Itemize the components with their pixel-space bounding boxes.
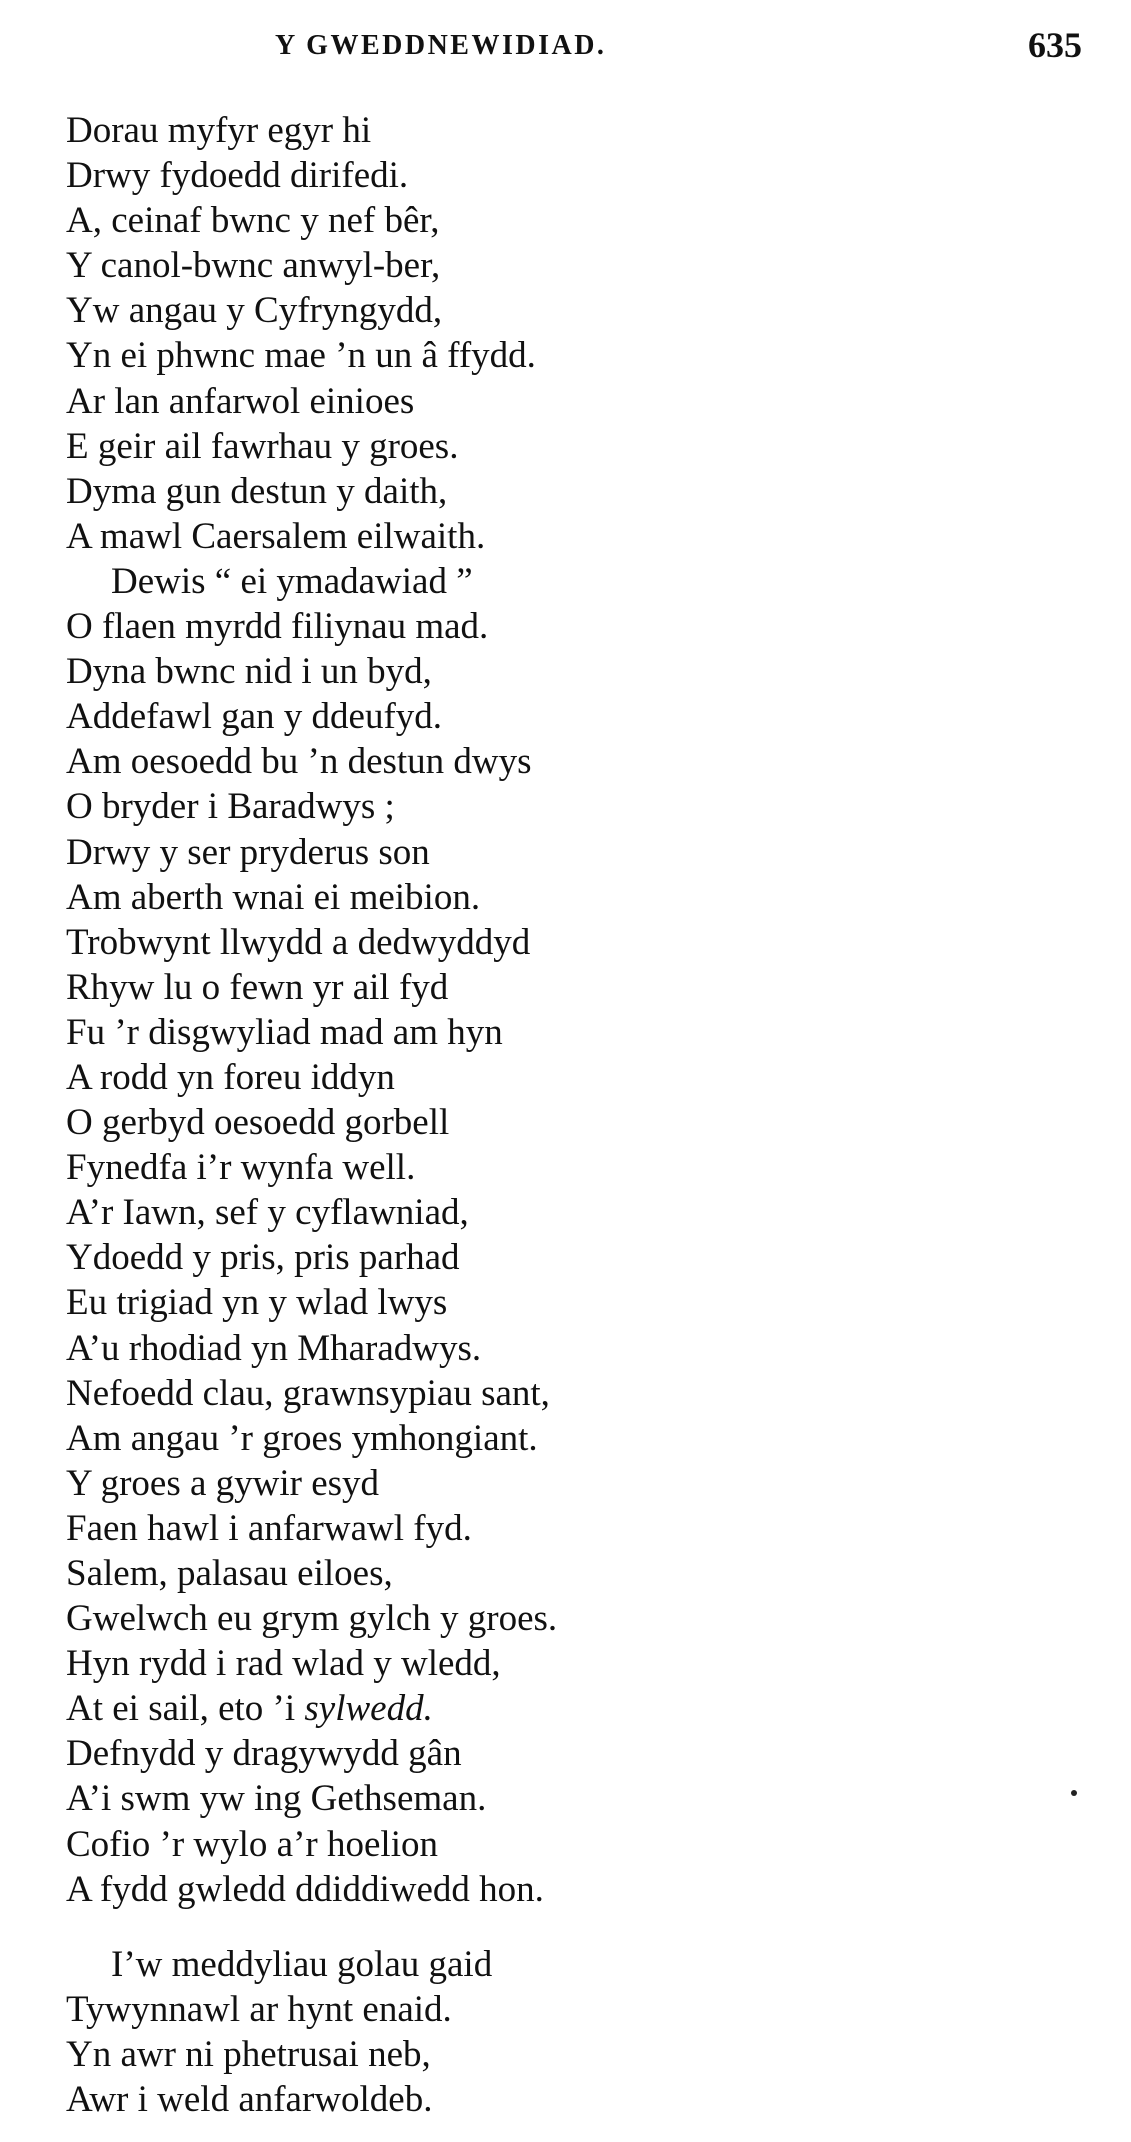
running-head <box>0 24 1131 64</box>
poem-line: Am angau ’r groes ymhongiant. <box>66 1417 538 1459</box>
poem-line: Yw angau y Cyfryngydd, <box>66 290 443 332</box>
poem-line: Awr i weld anfarwoldeb. <box>66 2079 433 2121</box>
poem-line: Faen hawl i anfarwawl fyd. <box>66 1507 472 1549</box>
poem-line: O gerbyd oesoedd gorbell <box>66 1102 450 1144</box>
poem-line: Drwy y ser pryderus son <box>66 831 430 873</box>
poem-line: Drwy fydoedd dirifedi. <box>66 155 409 197</box>
poem-line-indented: Dewis “ ei ymadawiad ” <box>111 560 473 602</box>
poem-line: Gwelwch eu grym gylch y groes. <box>66 1598 558 1640</box>
poem-line-indented: I’w meddyliau golau gaid <box>111 1944 493 1985</box>
poem-line: O bryder i Baradwys ; <box>66 786 395 828</box>
poem-line: Am oesoedd bu ’n destun dwys <box>66 741 532 783</box>
poem-line-with-italic <box>66 1686 1066 1731</box>
poem-line: A’r Iawn, sef y cyflawniad, <box>66 1192 469 1234</box>
poem-line: Hyn rydd i rad wlad y wledd, <box>66 1643 501 1685</box>
poem-line: Dyma gun destun y daith, <box>66 470 448 512</box>
poem-line: Defnydd y dragywydd gân <box>66 1733 462 1775</box>
poem-line: Yn ei phwnc mae ’n un â ffydd. <box>66 335 536 377</box>
poem-line: A rodd yn foreu iddyn <box>66 1056 395 1098</box>
poem-line: Salem, palasau eiloes, <box>66 1553 393 1594</box>
page-number: 635 <box>1028 25 1082 65</box>
poem-line: O flaen myrdd filiynau mad. <box>66 606 489 648</box>
poem-line: Am aberth wnai ei meibion. <box>66 876 481 918</box>
poem-line: A fydd gwledd ddiddiwedd hon. <box>66 1868 544 1910</box>
poem-line: Nefoedd clau, grawnsypiau sant, <box>66 1372 550 1414</box>
poem-line: A’i swm yw ing Gethseman. <box>66 1778 487 1820</box>
poem-line: A’u rhodiad yn Mharadwys. <box>66 1327 482 1369</box>
poem-stanza-one <box>66 108 1066 1912</box>
poem-stanza-two <box>66 1942 1066 2122</box>
italic-word: sylwedd. <box>304 1688 433 1730</box>
poem-line: Dorau myfyr egyr hi <box>66 110 372 151</box>
poem-line: Dyna bwnc nid i un byd, <box>66 651 432 693</box>
poem-line: Addefawl gan y ddeufyd. <box>66 696 443 738</box>
poem-line-text: At ei sail, eto ’i <box>66 1688 296 1730</box>
poem-line: Y groes a gywir esyd <box>66 1462 380 1504</box>
poem-line: A, ceinaf bwnc y nef bêr, <box>66 200 440 242</box>
poem-line: Tywynnawl ar hynt enaid. <box>66 1989 452 2031</box>
poem-line: Fynedfa i’r wynfa well. <box>66 1147 416 1189</box>
running-title: Y GWEDDNEWIDIAD. <box>275 30 607 61</box>
poem-line: Fu ’r disgwyliad mad am hyn <box>66 1011 503 1053</box>
poem-line: Cofio ’r wylo a’r hoelion <box>66 1823 438 1865</box>
poem-line: Y canol-bwnc anwyl-ber, <box>66 245 441 287</box>
poem-line: Ydoedd y pris, pris parhad <box>66 1237 460 1279</box>
ink-speck <box>1071 1790 1077 1796</box>
poem-line: A mawl Caersalem eilwaith. <box>66 515 486 557</box>
poem-line: Ar lan anfarwol einioes <box>66 380 415 422</box>
poem-line: E geir ail fawrhau y groes. <box>66 425 459 467</box>
poem-line: Rhyw lu o fewn yr ail fyd <box>66 966 449 1008</box>
poem-line: Eu trigiad yn y wlad lwys <box>66 1282 448 1324</box>
poem-line: Yn awr ni phetrusai neb, <box>66 2034 431 2076</box>
poem-line: Trobwynt llwydd a dedwyddyd <box>66 921 531 963</box>
